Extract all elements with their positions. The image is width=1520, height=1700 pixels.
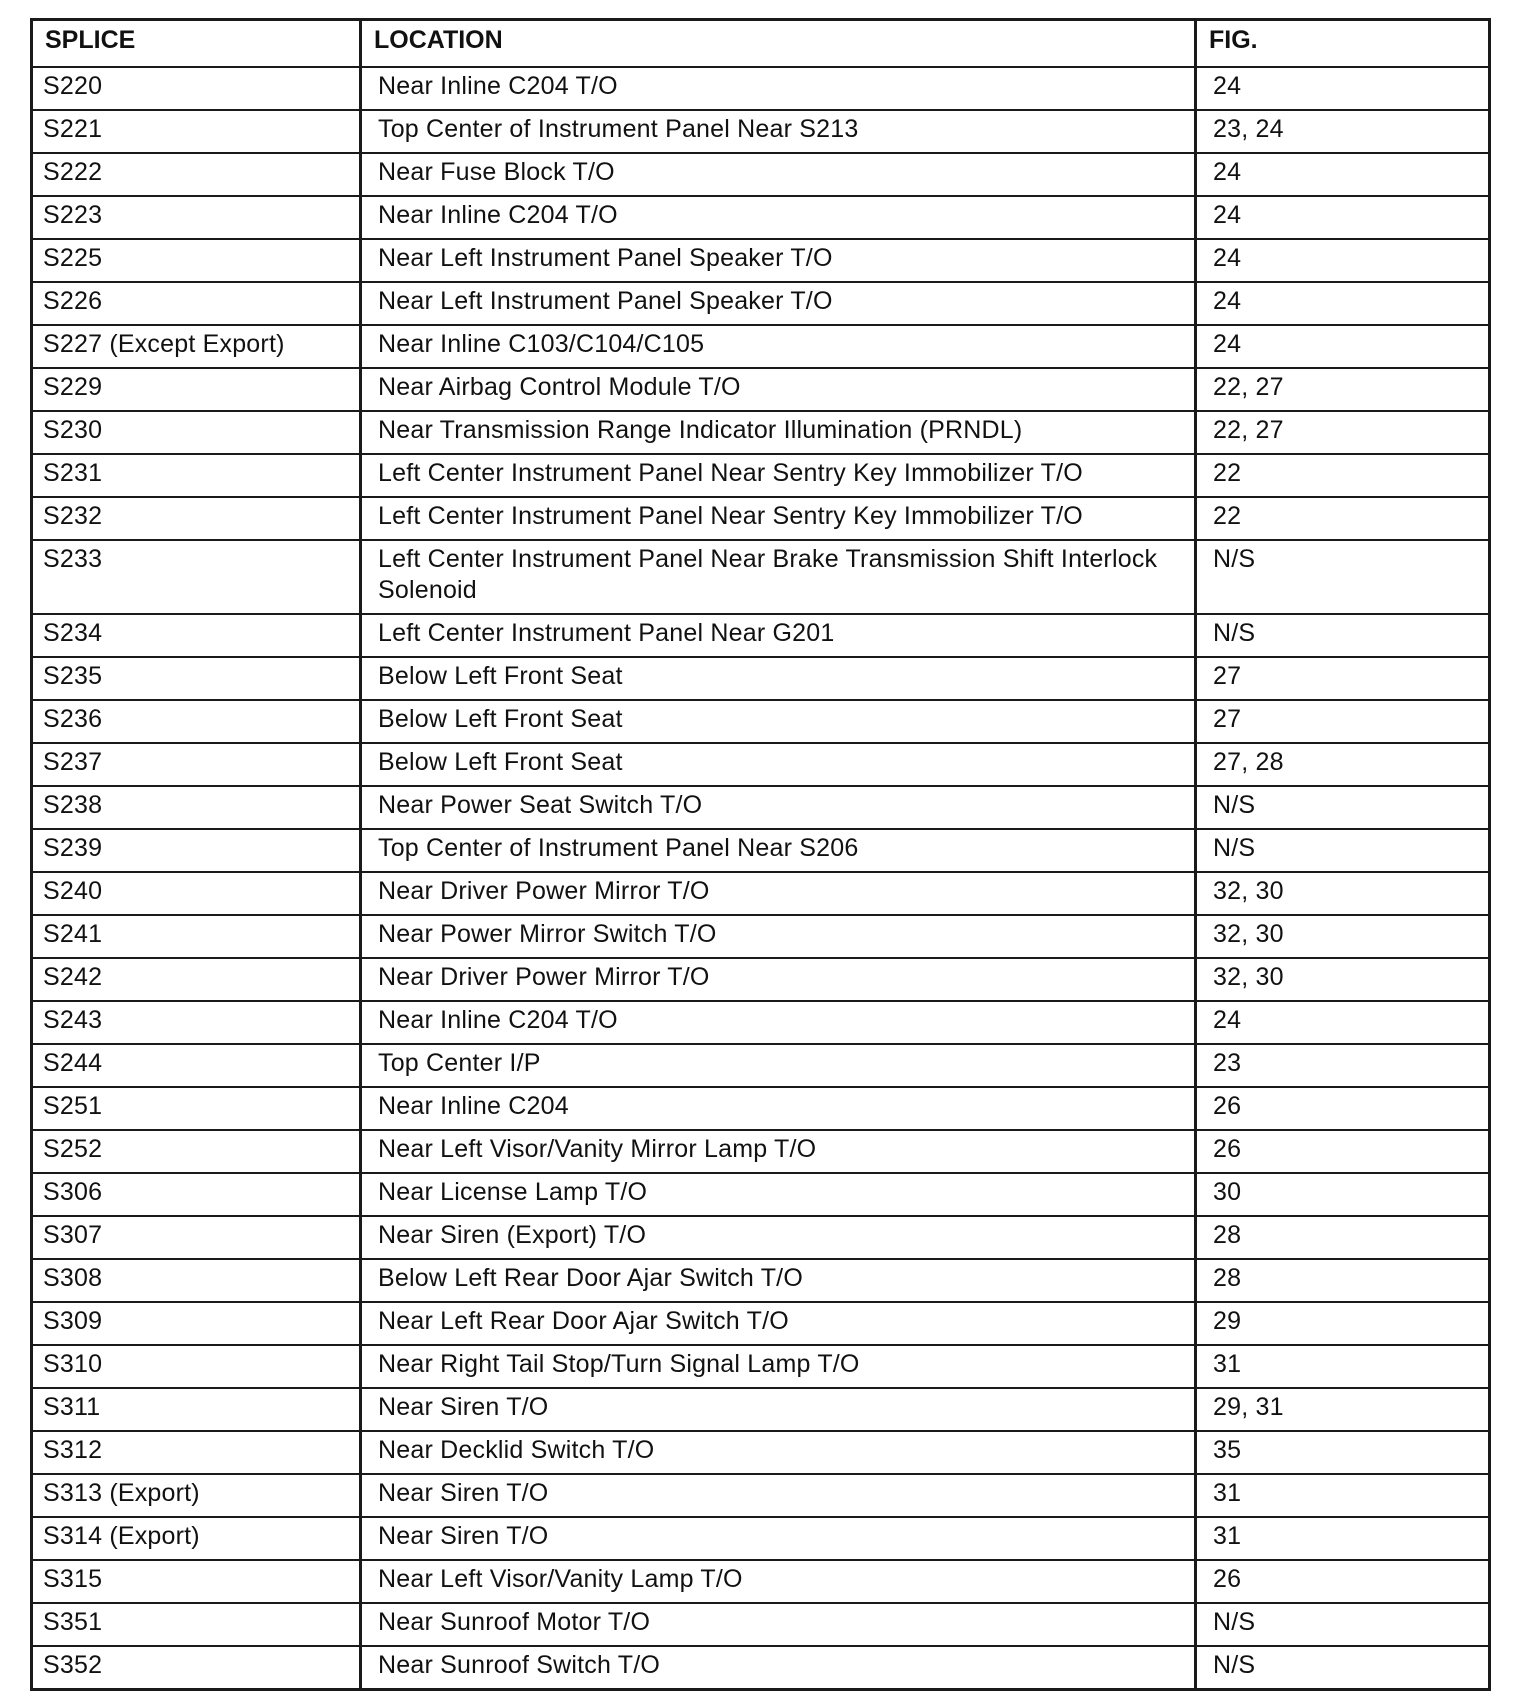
table-row: [32, 497, 1490, 540]
cell-fig: 30: [1196, 1173, 1490, 1216]
table-row: [32, 196, 1490, 239]
cell-location: Near Sunroof Motor T/O: [361, 1603, 1196, 1646]
cell-splice: S237: [32, 743, 361, 786]
cell-splice: S230: [32, 411, 361, 454]
cell-location: Below Left Front Seat: [361, 657, 1196, 700]
cell-fig: 23: [1196, 1044, 1490, 1087]
cell-fig: 32, 30: [1196, 872, 1490, 915]
cell-fig: 24: [1196, 282, 1490, 325]
cell-fig: 26: [1196, 1560, 1490, 1603]
cell-fig: 22: [1196, 497, 1490, 540]
header-fig: FIG.: [1196, 20, 1490, 68]
cell-fig: N/S: [1196, 1603, 1490, 1646]
table-row: [32, 1560, 1490, 1603]
cell-fig: 27: [1196, 700, 1490, 743]
table-row: [32, 1216, 1490, 1259]
table-row: [32, 1388, 1490, 1431]
cell-fig: 22: [1196, 454, 1490, 497]
cell-location: Near Power Seat Switch T/O: [361, 786, 1196, 829]
table-body: [32, 67, 1490, 1690]
cell-splice: S314 (Export): [32, 1517, 361, 1560]
cell-location: Near Siren T/O: [361, 1388, 1196, 1431]
cell-splice: S244: [32, 1044, 361, 1087]
cell-fig: 24: [1196, 67, 1490, 110]
cell-fig: 24: [1196, 196, 1490, 239]
table-row: [32, 153, 1490, 196]
cell-location: Near Siren T/O: [361, 1517, 1196, 1560]
cell-location: Near Inline C204 T/O: [361, 67, 1196, 110]
cell-fig: 24: [1196, 325, 1490, 368]
header-splice: SPLICE: [32, 20, 361, 68]
table-row: [32, 239, 1490, 282]
cell-fig: N/S: [1196, 786, 1490, 829]
cell-location: Near Left Rear Door Ajar Switch T/O: [361, 1302, 1196, 1345]
cell-fig: 23, 24: [1196, 110, 1490, 153]
cell-fig: 35: [1196, 1431, 1490, 1474]
cell-splice: S251: [32, 1087, 361, 1130]
cell-fig: 31: [1196, 1517, 1490, 1560]
cell-splice: S227 (Except Export): [32, 325, 361, 368]
table-row: [32, 282, 1490, 325]
cell-fig: 26: [1196, 1087, 1490, 1130]
cell-location: Near Inline C204: [361, 1087, 1196, 1130]
table-row: [32, 1646, 1490, 1690]
cell-location: Near Left Visor/Vanity Mirror Lamp T/O: [361, 1130, 1196, 1173]
table-row: [32, 325, 1490, 368]
cell-location: Near Right Tail Stop/Turn Signal Lamp T/O: [361, 1345, 1196, 1388]
table-row: [32, 454, 1490, 497]
cell-fig: 32, 30: [1196, 958, 1490, 1001]
cell-splice: S235: [32, 657, 361, 700]
cell-splice: S239: [32, 829, 361, 872]
cell-location: Near Decklid Switch T/O: [361, 1431, 1196, 1474]
cell-fig: 27, 28: [1196, 743, 1490, 786]
cell-splice: S225: [32, 239, 361, 282]
cell-splice: S310: [32, 1345, 361, 1388]
cell-location: Near Power Mirror Switch T/O: [361, 915, 1196, 958]
splice-location-table: [30, 18, 1491, 1691]
table-row: [32, 829, 1490, 872]
cell-fig: 27: [1196, 657, 1490, 700]
cell-splice: S252: [32, 1130, 361, 1173]
table-row: [32, 1603, 1490, 1646]
cell-location: Near Siren T/O: [361, 1474, 1196, 1517]
cell-fig: 29, 31: [1196, 1388, 1490, 1431]
cell-location: Below Left Front Seat: [361, 743, 1196, 786]
cell-splice: S309: [32, 1302, 361, 1345]
table-row: [32, 110, 1490, 153]
cell-fig: 31: [1196, 1345, 1490, 1388]
table-row: [32, 786, 1490, 829]
cell-splice: S233: [32, 540, 361, 614]
table-row: [32, 1302, 1490, 1345]
cell-location: Near Airbag Control Module T/O: [361, 368, 1196, 411]
cell-splice: S312: [32, 1431, 361, 1474]
cell-splice: S307: [32, 1216, 361, 1259]
table-row: [32, 1517, 1490, 1560]
cell-location: Below Left Rear Door Ajar Switch T/O: [361, 1259, 1196, 1302]
cell-splice: S236: [32, 700, 361, 743]
cell-location: Top Center of Instrument Panel Near S206: [361, 829, 1196, 872]
cell-fig: 24: [1196, 1001, 1490, 1044]
cell-location: Near Inline C103/C104/C105: [361, 325, 1196, 368]
cell-splice: S229: [32, 368, 361, 411]
table-row: [32, 1259, 1490, 1302]
document-page: [30, 18, 1488, 1691]
cell-fig: N/S: [1196, 829, 1490, 872]
cell-splice: S311: [32, 1388, 361, 1431]
cell-location: Near Left Instrument Panel Speaker T/O: [361, 282, 1196, 325]
cell-splice: S352: [32, 1646, 361, 1690]
cell-splice: S221: [32, 110, 361, 153]
cell-splice: S315: [32, 1560, 361, 1603]
table-row: [32, 1431, 1490, 1474]
cell-fig: 29: [1196, 1302, 1490, 1345]
cell-splice: S220: [32, 67, 361, 110]
cell-location: Near Left Visor/Vanity Lamp T/O: [361, 1560, 1196, 1603]
cell-fig: N/S: [1196, 540, 1490, 614]
cell-fig: 24: [1196, 239, 1490, 282]
cell-fig: 22, 27: [1196, 368, 1490, 411]
cell-location: Near Sunroof Switch T/O: [361, 1646, 1196, 1690]
cell-location: Left Center Instrument Panel Near Sentry Key Immobilizer T/O: [361, 454, 1196, 497]
table-row: [32, 657, 1490, 700]
cell-splice: S313 (Export): [32, 1474, 361, 1517]
cell-location: Near License Lamp T/O: [361, 1173, 1196, 1216]
cell-fig: N/S: [1196, 1646, 1490, 1690]
cell-splice: S222: [32, 153, 361, 196]
header-location: LOCATION: [361, 20, 1196, 68]
cell-location: Near Siren (Export) T/O: [361, 1216, 1196, 1259]
table-row: [32, 743, 1490, 786]
table-row: [32, 700, 1490, 743]
table-row: [32, 1087, 1490, 1130]
cell-location: Near Driver Power Mirror T/O: [361, 872, 1196, 915]
table-row: [32, 915, 1490, 958]
cell-splice: S308: [32, 1259, 361, 1302]
cell-splice: S234: [32, 614, 361, 657]
table-header-row: [32, 20, 1490, 68]
table-row: [32, 67, 1490, 110]
cell-location: Near Inline C204 T/O: [361, 1001, 1196, 1044]
cell-splice: S226: [32, 282, 361, 325]
cell-location: Near Inline C204 T/O: [361, 196, 1196, 239]
table-row: [32, 411, 1490, 454]
cell-fig: 24: [1196, 153, 1490, 196]
table-row: [32, 1130, 1490, 1173]
table-row: [32, 1474, 1490, 1517]
table-row: [32, 1044, 1490, 1087]
cell-location: Near Driver Power Mirror T/O: [361, 958, 1196, 1001]
cell-fig: 32, 30: [1196, 915, 1490, 958]
cell-location: Left Center Instrument Panel Near G201: [361, 614, 1196, 657]
cell-fig: 28: [1196, 1259, 1490, 1302]
cell-splice: S241: [32, 915, 361, 958]
cell-location: Near Fuse Block T/O: [361, 153, 1196, 196]
cell-splice: S242: [32, 958, 361, 1001]
cell-fig: 28: [1196, 1216, 1490, 1259]
cell-location: Left Center Instrument Panel Near Sentry Key Immobilizer T/O: [361, 497, 1196, 540]
cell-fig: 31: [1196, 1474, 1490, 1517]
cell-splice: S238: [32, 786, 361, 829]
cell-splice: S223: [32, 196, 361, 239]
table-row: [32, 872, 1490, 915]
cell-location: Near Left Instrument Panel Speaker T/O: [361, 239, 1196, 282]
cell-location: Top Center I/P: [361, 1044, 1196, 1087]
cell-splice: S243: [32, 1001, 361, 1044]
table-row: [32, 1345, 1490, 1388]
cell-fig: N/S: [1196, 614, 1490, 657]
cell-splice: S351: [32, 1603, 361, 1646]
table-row: [32, 540, 1490, 614]
cell-location: Near Transmission Range Indicator Illumination (PRNDL): [361, 411, 1196, 454]
cell-splice: S306: [32, 1173, 361, 1216]
cell-location: Left Center Instrument Panel Near Brake Transmission Shift Interlock Solenoid: [361, 540, 1196, 614]
cell-splice: S231: [32, 454, 361, 497]
table-row: [32, 614, 1490, 657]
table-row: [32, 958, 1490, 1001]
table-row: [32, 1001, 1490, 1044]
cell-location: Below Left Front Seat: [361, 700, 1196, 743]
table-row: [32, 1173, 1490, 1216]
cell-splice: S232: [32, 497, 361, 540]
cell-location: Top Center of Instrument Panel Near S213: [361, 110, 1196, 153]
table-row: [32, 368, 1490, 411]
cell-fig: 22, 27: [1196, 411, 1490, 454]
cell-fig: 26: [1196, 1130, 1490, 1173]
cell-splice: S240: [32, 872, 361, 915]
